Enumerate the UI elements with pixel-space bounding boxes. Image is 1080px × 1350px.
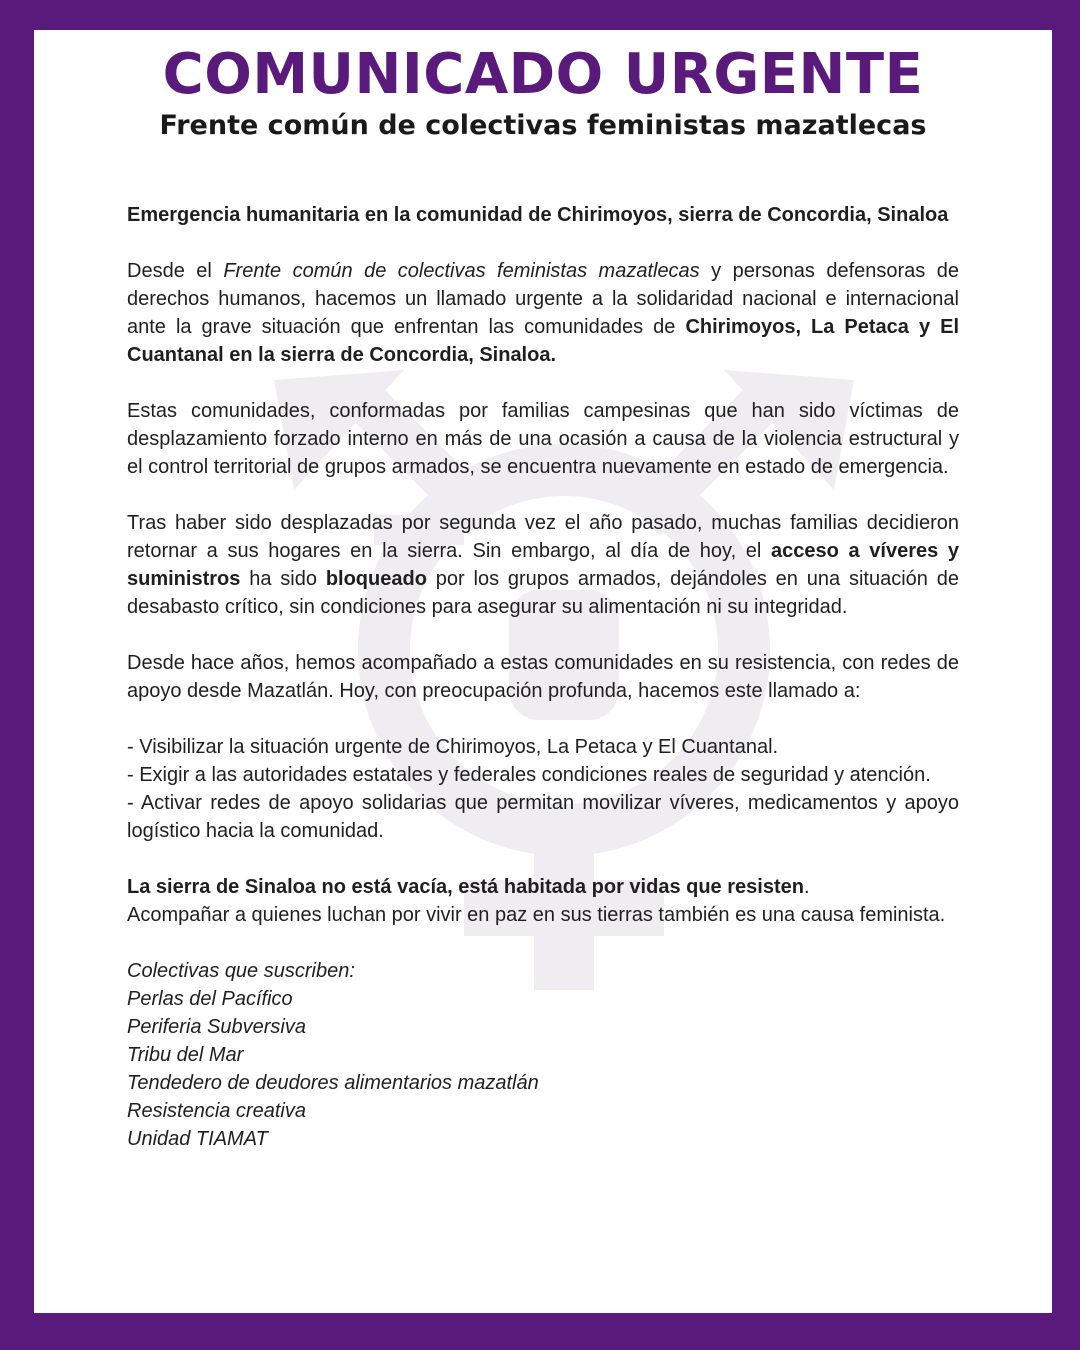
signatory: Tendedero de deudores alimentarios mazatlán [127,1072,539,1094]
closing-statement [127,873,959,929]
demands-list [127,733,959,845]
signatory: Unidad TIAMAT [127,1128,268,1150]
text-span: ha sido [240,568,326,590]
signatory: Perlas del Pacífico [127,988,293,1010]
bold-text: La sierra de Sinaloa no está vacía, está habitada por vidas que resisten [127,876,804,898]
text-span: Tras haber sido desplazadas por segunda vez el año pasado, muchas familias decidieron retornar a sus hogares en la sierra. Sin embargo, al día de hoy, el [127,512,959,562]
header [34,30,1052,142]
list-item: - Visibilizar la situación urgente de Chirimoyos, La Petaca y El Cuantanal. [127,736,779,758]
paragraph-intro [127,257,959,369]
bold-text: bloqueado [325,568,427,590]
bold-text: Chirimoyos, La Petaca y El Cuantanal en la sierra de Concordia, Sinaloa. [127,316,960,366]
signatories-intro: Colectivas que suscriben: [127,960,355,982]
list-item: - Exigir a las autoridades estatales y federales condiciones reales de seguridad y atención. [127,764,931,786]
text-span: y personas defensoras de derechos humanos, hacemos un llamado urgente a la solidaridad nacional e internacional ante la grave situación que enfrentan las comunidades de [127,260,960,338]
text-span: . [803,876,810,898]
communique-body [127,201,959,1153]
text-span: Desde el [127,260,224,282]
signatory: Tribu del Mar [127,1044,244,1066]
text-span: por los grupos armados, dejándoles en una situación de desabasto crítico, sin condiciones para asegurar su alimentación ni su integridad. [127,568,959,618]
page-frame [34,30,1052,1313]
closing-line [127,873,959,901]
bold-text: acceso a víveres y suministros [127,540,959,590]
section-heading: Emergencia humanitaria en la comunidad de Chirimoyos, sierra de Concordia, Sinaloa [127,204,949,226]
closing-line-2: Acompañar a quienes luchan por vivir en paz en sus tierras también es una causa feminista. [127,904,946,926]
signatories [127,957,959,1153]
paragraph-communities: Estas comunidades, conformadas por familias campesinas que han sido víctimas de desplazamiento forzado interno en más de una ocasión a causa de la violencia estructural y el control territorial de grupos armados, se encuentra nuevamente en estado de emergencia. [127,400,959,478]
italic-text: Frente común de colectivas feministas mazatlecas [223,260,700,282]
list-item: - Activar redes de apoyo solidarias que permitan movilizar víveres, medicamentos y apoyo logístico hacia la comunidad. [127,792,959,842]
signatory: Resistencia creativa [127,1100,306,1122]
signatory: Periferia Subversiva [127,1016,306,1038]
paragraph-situation [127,509,959,621]
page-title: COMUNICADO URGENTE [162,42,924,107]
page-subtitle: Frente común de colectivas feministas mazatlecas [159,110,927,141]
paragraph-call: Desde hace años, hemos acompañado a estas comunidades en su resistencia, con redes de apoyo desde Mazatlán. Hoy, con preocupación profunda, hacemos este llamado a: [127,652,959,702]
